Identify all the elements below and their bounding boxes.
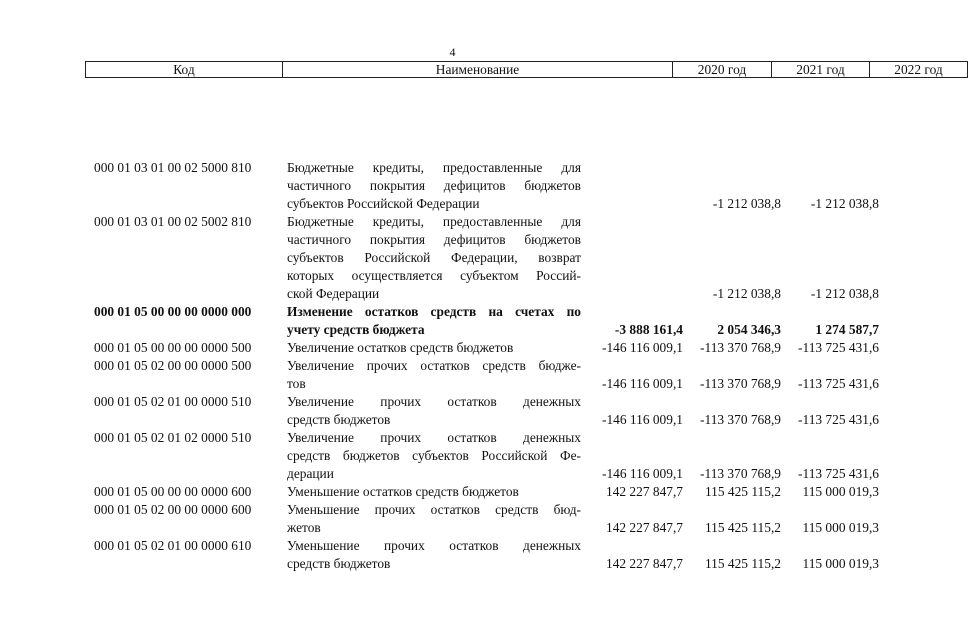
table-row bbox=[0, 483, 905, 501]
row-name-line: которых осуществляется субъектом Россий- bbox=[287, 268, 581, 283]
table-row bbox=[0, 159, 905, 213]
value-2020: 142 227 847,7 bbox=[606, 556, 683, 571]
value-2022: -1 212 038,8 bbox=[810, 286, 879, 301]
row-name-line: Изменение остатков средств на счетах по bbox=[287, 304, 581, 319]
value-2022: -113 725 431,6 bbox=[798, 340, 879, 355]
row-name-line: Уменьшение прочих остатков средств бюд- bbox=[287, 502, 581, 517]
row-code: 000 01 05 02 00 00 0000 500 bbox=[94, 358, 252, 373]
row-name-line: Бюджетные кредиты, предоставленные для bbox=[287, 160, 581, 175]
value-2021: 115 425 115,2 bbox=[704, 556, 781, 571]
row-code: 000 01 05 00 00 00 0000 500 bbox=[94, 340, 252, 355]
value-2020: 142 227 847,7 bbox=[606, 484, 683, 499]
value-2021: -113 370 768,9 bbox=[700, 340, 781, 355]
header-2020: 2020 год bbox=[673, 62, 772, 78]
row-name bbox=[287, 159, 581, 213]
value-2022: -113 725 431,6 bbox=[798, 466, 879, 481]
value-2021: -1 212 038,8 bbox=[712, 286, 781, 301]
header-2021: 2021 год bbox=[772, 62, 870, 78]
row-name-line: Увеличение прочих остатков средств бюдже- bbox=[287, 358, 581, 373]
row-name-line: Увеличение прочих остатков денежных bbox=[287, 394, 581, 409]
row-name bbox=[287, 429, 581, 483]
value-2021: 115 425 115,2 bbox=[704, 484, 781, 499]
value-2020: 142 227 847,7 bbox=[606, 520, 683, 535]
row-code: 000 01 05 02 01 00 0000 610 bbox=[94, 538, 252, 553]
row-name-line: частичного покрытия дефицитов бюджетов bbox=[287, 232, 581, 247]
row-name-line: ской Федерации bbox=[287, 286, 380, 301]
row-name-line: дерации bbox=[287, 466, 334, 481]
table-row bbox=[0, 537, 905, 573]
value-2020: -146 116 009,1 bbox=[602, 466, 683, 481]
row-name bbox=[287, 339, 581, 357]
row-name-line: Увеличение прочих остатков денежных bbox=[287, 430, 581, 445]
value-2022: -113 725 431,6 bbox=[798, 376, 879, 391]
row-name-line: Уменьшение прочих остатков денежных bbox=[287, 538, 581, 553]
row-name-line: субъектов Российской Федерации bbox=[287, 196, 480, 211]
value-2022: 115 000 019,3 bbox=[802, 484, 879, 499]
header-2022: 2022 год bbox=[870, 62, 968, 78]
page-number: 4 bbox=[449, 45, 456, 59]
row-code: 000 01 03 01 00 02 5000 810 bbox=[94, 160, 252, 175]
row-name-line: жетов bbox=[287, 520, 321, 535]
row-name-line: средств бюджетов bbox=[287, 556, 391, 571]
value-2021: -113 370 768,9 bbox=[700, 466, 781, 481]
table-row bbox=[0, 429, 905, 483]
value-2022: -1 212 038,8 bbox=[810, 196, 879, 211]
value-2022: 115 000 019,3 bbox=[802, 520, 879, 535]
row-name bbox=[287, 213, 581, 303]
row-name bbox=[287, 501, 581, 537]
value-2022: -113 725 431,6 bbox=[798, 412, 879, 427]
row-name bbox=[287, 393, 581, 429]
value-2020: -3 888 161,4 bbox=[614, 322, 683, 337]
header-code: Код bbox=[86, 62, 283, 78]
row-code: 000 01 05 00 00 00 0000 600 bbox=[94, 484, 252, 499]
row-name-line: средств бюджетов субъектов Российской Фе- bbox=[287, 448, 581, 463]
table-row bbox=[0, 393, 905, 429]
row-name-line: тов bbox=[287, 376, 306, 391]
table-row bbox=[0, 339, 905, 357]
value-2022: 1 274 587,7 bbox=[815, 322, 879, 337]
row-code: 000 01 05 02 00 00 0000 600 bbox=[94, 502, 252, 517]
row-code: 000 01 05 00 00 00 0000 000 bbox=[94, 304, 252, 319]
row-name bbox=[287, 303, 581, 339]
value-2020: -146 116 009,1 bbox=[602, 376, 683, 391]
row-name-line: средств бюджетов bbox=[287, 412, 391, 427]
value-2021: 115 425 115,2 bbox=[704, 520, 781, 535]
row-code: 000 01 03 01 00 02 5002 810 bbox=[94, 214, 252, 229]
header-name: Наименование bbox=[283, 62, 673, 78]
row-name bbox=[287, 483, 581, 501]
row-name-line: Увеличение остатков средств бюджетов bbox=[287, 340, 514, 355]
row-name-line: Бюджетные кредиты, предоставленные для bbox=[287, 214, 581, 229]
value-2021: -1 212 038,8 bbox=[712, 196, 781, 211]
row-name-line: частичного покрытия дефицитов бюджетов bbox=[287, 178, 581, 193]
value-2020: -146 116 009,1 bbox=[602, 412, 683, 427]
table-row bbox=[0, 501, 905, 537]
row-name bbox=[287, 357, 581, 393]
value-2021: -113 370 768,9 bbox=[700, 376, 781, 391]
row-name bbox=[287, 537, 581, 573]
row-name-line: учету средств бюджета bbox=[287, 322, 425, 337]
row-name-line: Уменьшение остатков средств бюджетов bbox=[287, 484, 519, 499]
table-row bbox=[0, 303, 905, 339]
table-header bbox=[85, 61, 968, 78]
row-code: 000 01 05 02 01 00 0000 510 bbox=[94, 394, 252, 409]
value-2021: 2 054 346,3 bbox=[717, 322, 781, 337]
value-2020: -146 116 009,1 bbox=[602, 340, 683, 355]
table-row bbox=[0, 357, 905, 393]
row-name-line: субъектов Российской Федерации, возврат bbox=[287, 250, 581, 265]
value-2022: 115 000 019,3 bbox=[802, 556, 879, 571]
row-code: 000 01 05 02 01 02 0000 510 bbox=[94, 430, 252, 445]
table-row bbox=[0, 213, 905, 303]
value-2021: -113 370 768,9 bbox=[700, 412, 781, 427]
